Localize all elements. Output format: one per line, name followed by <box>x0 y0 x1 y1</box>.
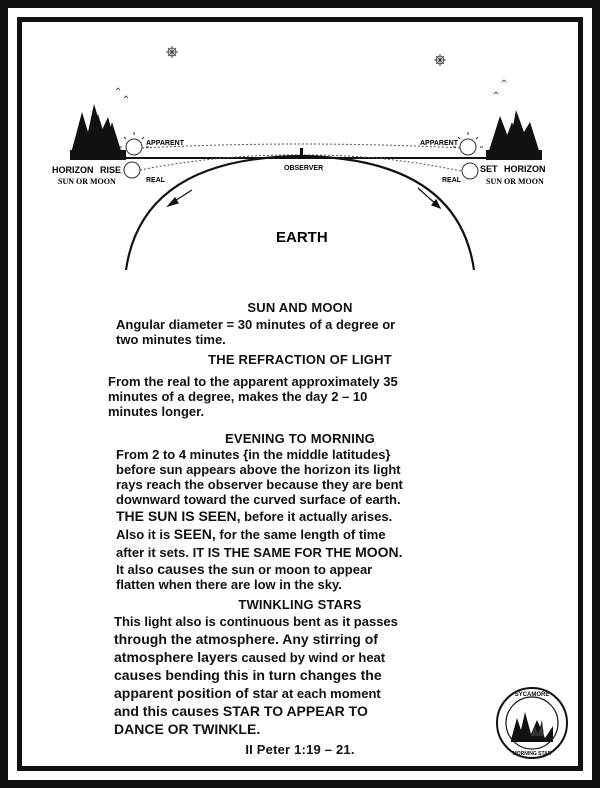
trees-right-icon <box>486 110 542 160</box>
birds-icon <box>116 80 506 98</box>
label-sun-moon-right: SUN OR MOON <box>486 177 544 186</box>
scripture-reference: II Peter 1:19 – 21. <box>245 742 355 757</box>
label-rise: RISE <box>100 165 122 175</box>
section-refraction <box>108 374 474 419</box>
section-sun-moon <box>116 317 476 347</box>
text-line: through the atmosphere. Any stirring of <box>114 631 378 647</box>
sun-real-left-icon <box>124 162 140 178</box>
text-line: before sun appears above the horizon its light <box>116 462 401 477</box>
text-span: It also <box>116 562 158 577</box>
text-line: From the real to the apparent approximately 35 <box>108 374 398 389</box>
text-span: for the same length of time <box>215 527 386 542</box>
emphasis: MOON. <box>355 544 403 560</box>
section-evening <box>116 447 476 592</box>
text-line: causes bending this in turn changes the <box>114 667 382 683</box>
text-line <box>116 527 476 542</box>
label-apparent-right: APPARENT <box>420 140 458 147</box>
heading-sun-moon: SUN AND MOON <box>247 300 353 315</box>
text-line <box>116 562 476 577</box>
label-observer: OBSERVER <box>284 165 324 172</box>
text-line <box>116 509 476 524</box>
arrow-left-icon <box>168 190 192 206</box>
logo-bottom-text: MORNING STAR <box>512 751 552 757</box>
emphasis: apparent position of star <box>114 685 279 701</box>
refraction-diagram <box>22 22 578 292</box>
sun-real-right-icon <box>462 163 478 179</box>
text-line <box>114 650 476 665</box>
text-span: the sun or moon to appear <box>204 562 373 577</box>
emphasis: SEEN, <box>173 526 216 542</box>
label-real-left: REAL <box>146 177 166 184</box>
text-line: minutes longer. <box>108 404 205 419</box>
label-earth: EARTH <box>276 229 328 246</box>
heading-twinkling: TWINKLING STARS <box>238 597 362 612</box>
heading-evening: EVENING TO MORNING <box>225 431 375 446</box>
text-line <box>114 686 476 701</box>
star-icon-right <box>434 54 446 66</box>
emphasis: causes <box>157 561 205 577</box>
trees-left-icon <box>70 104 126 160</box>
text-line: rays reach the observer because they are bent <box>116 477 403 492</box>
section-twinkling <box>114 614 476 737</box>
text-span: at each moment <box>278 686 381 701</box>
label-horizon-left: HORIZON <box>52 165 94 175</box>
text-line: DANCE OR TWINKLE. <box>114 721 261 737</box>
text-span: caused by wind or heat <box>237 650 386 665</box>
text-line: flatten when there are low in the sky. <box>116 577 342 592</box>
label-set: SET <box>480 164 498 174</box>
text-line: and this causes STAR TO APPEAR TO <box>114 703 368 719</box>
apparent-path <box>142 144 462 148</box>
earth-arc <box>126 156 474 270</box>
text-line: minutes of a degree, makes the day 2 – 10 <box>108 389 368 404</box>
text-line: Angular diameter = 30 minutes of a degree or <box>116 317 396 332</box>
text-span: Also it is <box>116 527 174 542</box>
text-span: before it actually arises. <box>240 509 393 524</box>
star-icon-left <box>166 46 178 58</box>
text-line <box>116 545 476 560</box>
heading-refraction: THE REFRACTION OF LIGHT <box>208 352 392 367</box>
text-line: This light also is continuous bent as it passes <box>114 614 398 629</box>
logo-top-text: SYCAMORE <box>514 692 550 698</box>
label-real-right: REAL <box>442 177 462 184</box>
label-horizon-right: HORIZON <box>504 164 546 174</box>
label-sun-moon-left: SUN OR MOON <box>58 177 116 186</box>
emphasis: atmosphere layers <box>114 649 238 665</box>
text-span: after it sets. IT IS THE SAME FOR THE <box>116 545 356 560</box>
text-line: downward toward the curved surface of earth. <box>116 492 401 507</box>
sycamore-logo <box>495 686 569 760</box>
label-apparent-left: APPARENT <box>146 140 184 147</box>
emphasis: THE SUN IS SEEN, <box>116 508 241 524</box>
text-line: two minutes time. <box>116 332 226 347</box>
text-line: From 2 to 4 minutes {in the middle latitudes} <box>116 447 391 462</box>
